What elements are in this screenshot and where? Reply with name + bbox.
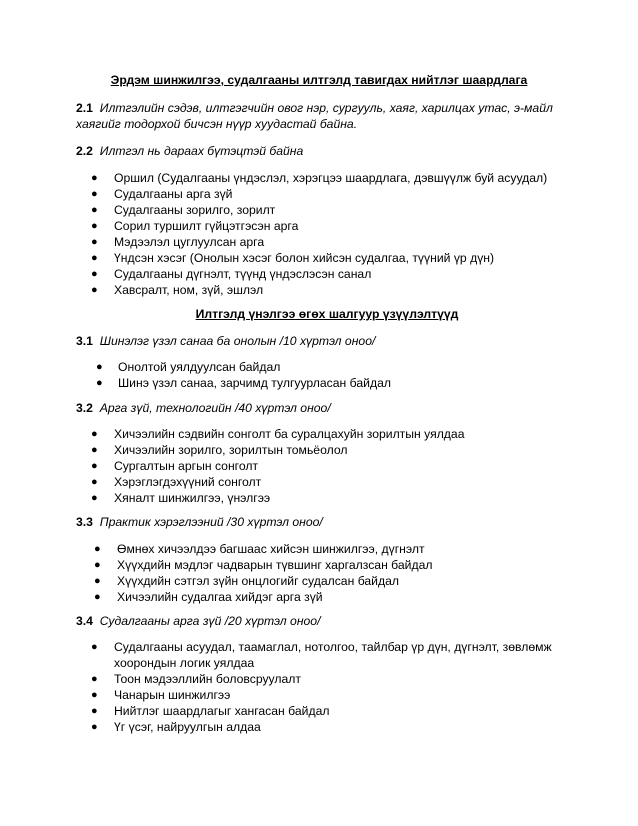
list-item [0,703,600,719]
section-heading-text: Практик хэрэглээний /30 хүртэл оноо/ [99,515,323,529]
list-item-text: Үг үсэг, найруулгын алдаа [114,720,261,734]
section-3-1-heading [76,333,375,349]
list-item [0,170,600,186]
bullet-icon: ● [91,252,98,264]
list-item [0,474,600,490]
bullet-icon: ● [91,172,98,184]
list-item [0,202,600,218]
list-item [0,266,600,282]
bullet-icon: ● [91,220,98,232]
list-item-text: Судалгааны зорилго, зорилт [114,203,276,217]
bullet-icon: ● [91,492,98,504]
list-item-text: Хичээлийн сэдвийн сонголт ба суралцахуйн зорилтын уялдаа [114,427,465,441]
list-item-text-line1: Судалгааны асуудал, таамаглал, нотолгоо, тайлбар үр дүн, дүгнэлт, зөвлөмж [114,640,552,654]
list-item-text-line2: хоорондын логик уялдаа [114,656,255,670]
list-item-text: Сорил туршилт гүйцэтгэсэн арга [114,219,299,233]
criteria-list-3-2 [0,426,600,506]
list-item-text: Хяналт шинжилгээ, үнэлгээ [114,491,271,505]
list-item-text: Нийтлэг шаардлагыг хангасан байдал [114,704,330,718]
section-heading-text: Илтгэл нь дараах бүтэцтэй байна [99,144,304,158]
list-item-text: Судалгааны арга зүй [114,187,233,201]
bullet-icon: ● [94,591,101,603]
section-2-1-cont [76,116,566,132]
list-item-text: Хүүхдийн мэдлэг чадварын түвшинг харгалзсан байдал [117,558,433,572]
section-2-1 [76,100,566,116]
list-item [0,541,600,557]
list-item-text: Мэдээлэл цуглуулсан арга [114,235,265,249]
list-item [0,359,600,375]
list-item-text: Хавсралт, ном, зүй, эшлэл [114,283,264,297]
list-item-text: Хэрэглэгдэхүүний сонголт [114,475,262,489]
bullet-icon: ● [96,377,103,389]
list-item [0,557,600,573]
bullet-icon: ● [91,428,98,440]
list-item-text: Оршил (Судалгааны үндэслэл, хэрэгцээ шаардлага, дэвшүүлж буй асуудал) [114,171,548,185]
structure-list [0,170,600,298]
list-item-text: Өмнөх хичээлдээ багшаас хийсэн шинжилгээ, дүгнэлт [117,542,425,556]
section-heading-text: Шинэлэг үзэл санаа ба онолын /10 хүртэл оноо/ [99,334,376,348]
list-item-text: Шинэ үзэл санаа, зарчимд тулгуурласан байдал [118,376,391,390]
section-number: 2.2 [76,144,93,158]
bullet-icon: ● [94,575,101,587]
list-item-text: Хүүхдийн сэтгэл зүйн онцлогийг судалсан байдал [117,574,399,588]
list-item-text: Онолтой уялдуулсан байдал [118,360,281,374]
section-number: 3.3 [76,515,93,529]
section-3-3-heading [76,514,323,530]
bullet-icon: ● [91,188,98,200]
bullet-icon: ● [91,641,98,653]
section-number: 3.1 [76,334,93,348]
criteria-subtitle: Илтгэлд үнэлгээ өгөх шалгуур үзүүлэлтүүд [195,307,459,321]
list-item [0,442,600,458]
list-item [0,490,600,506]
list-item-text: Тоон мэдээллийн боловсруулалт [114,672,301,686]
list-item [0,218,600,234]
bullet-icon: ● [91,268,98,280]
list-item [0,375,600,391]
bullet-icon: ● [91,284,98,296]
list-item-text: Чанарын шинжилгээ [114,688,231,702]
section-text-line1: Илтгэлийн сэдэв, илтгэгчийн овог нэр, сургууль, хаяг, харилцах утас, э-майл [99,101,553,115]
bullet-icon: ● [91,689,98,701]
section-2-2-heading [76,143,303,159]
bullet-icon: ● [94,559,101,571]
list-item [0,186,600,202]
section-number: 2.1 [76,101,93,115]
list-item-text: Сургалтын аргын сонголт [114,459,259,473]
criteria-list-3-3 [0,541,600,605]
list-item [0,589,600,605]
list-item-text: Үндсэн хэсэг (Онолын хэсэг болон хийсэн судалгаа, түүний үр дүн) [114,251,495,265]
bullet-icon: ● [91,204,98,216]
list-item [0,671,600,687]
bullet-icon: ● [91,444,98,456]
list-item [0,573,600,589]
section-3-4-heading [76,613,320,629]
bullet-icon: ● [91,705,98,717]
list-item [0,458,600,474]
section-number: 3.4 [76,614,93,628]
bullet-icon: ● [91,673,98,685]
list-item [0,639,600,671]
bullet-icon: ● [91,476,98,488]
bullet-icon: ● [94,543,101,555]
list-item-text: Хичээлийн судалгаа хийдэг арга зүй [117,590,323,604]
list-item [0,719,600,735]
list-item-text: Судалгааны дүгнэлт, түүнд үндэслэсэн санал [114,267,372,281]
list-item [0,687,600,703]
criteria-list-3-4 [0,639,600,735]
bullet-icon: ● [96,361,103,373]
page-title: Эрдэм шинжилгээ, судалгааны илтгэлд тавигдах нийтлэг шаардлага [110,73,528,87]
list-item-text: Хичээлийн зорилго, зорилтын томьёолол [114,443,348,457]
section-heading-text: Судалгааны арга зүй /20 хүртэл оноо/ [99,614,321,628]
bullet-icon: ● [91,236,98,248]
section-number: 3.2 [76,401,93,415]
list-item [0,250,600,266]
list-item [0,282,600,298]
bullet-icon: ● [91,460,98,472]
section-text-line2: хаягийг тодорхой бичсэн нүүр хуудастай байна. [76,117,358,131]
list-item [0,426,600,442]
section-heading-text: Арга зүй, технологийн /40 хүртэл оноо/ [99,401,331,415]
bullet-icon: ● [91,721,98,733]
section-3-2-heading [76,400,331,416]
list-item [0,234,600,250]
criteria-list-3-1 [0,359,600,391]
